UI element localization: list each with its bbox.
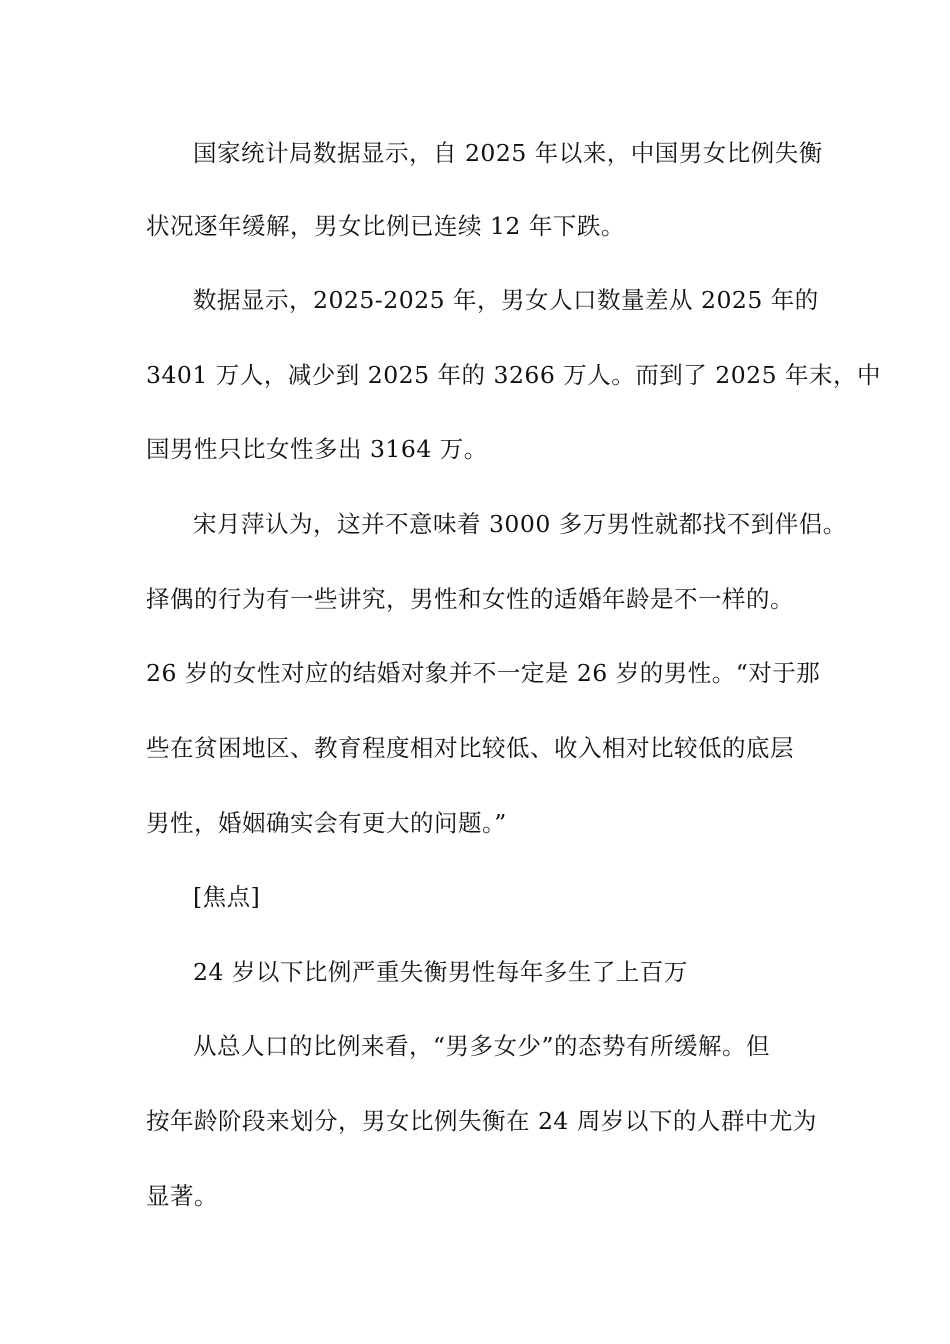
paragraph-2-line-2: 3401 万人，减少到 2025 年的 3266 万人。而到了 2025 年末，中: [146, 361, 882, 389]
paragraph-1-line-1: 国家统计局数据显示，自 2025 年以来，中国男女比例失衡: [193, 139, 823, 167]
paragraph-3-line-3: 26 岁的女性对应的结婚对象并不一定是 26 岁的男性。“对于那: [146, 659, 821, 687]
subheading-line: 24 岁以下比例严重失衡男性每年多生了上百万: [193, 958, 688, 986]
paragraph-2-line-1: 数据显示，2025-2025 年，男女人口数量差从 2025 年的: [193, 286, 819, 314]
paragraph-3-line-5: 男性，婚姻确实会有更大的问题。”: [146, 809, 507, 837]
paragraph-2-line-3: 国男性只比女性多出 3164 万。: [146, 435, 488, 463]
paragraph-3-line-4: 些在贫困地区、教育程度相对比较低、收入相对比较低的底层: [146, 734, 794, 762]
paragraph-4-line-3: 显著。: [146, 1182, 218, 1210]
paragraph-3-line-1: 宋月萍认为，这并不意味着 3000 多万男性就都找不到伴侣。: [193, 510, 847, 538]
paragraph-3-line-2: 择偶的行为有一些讲究，男性和女性的适婚年龄是不一样的。: [146, 585, 794, 613]
paragraph-4-line-1: 从总人口的比例来看，“男多女少”的态势有所缓解。但: [193, 1032, 771, 1060]
section-heading-focus: [焦点]: [193, 883, 261, 911]
paragraph-1-line-2: 状况逐年缓解，男女比例已连续 12 年下跌。: [146, 212, 625, 240]
paragraph-4-line-2: 按年龄阶段来划分，男女比例失衡在 24 周岁以下的人群中尤为: [146, 1107, 817, 1135]
